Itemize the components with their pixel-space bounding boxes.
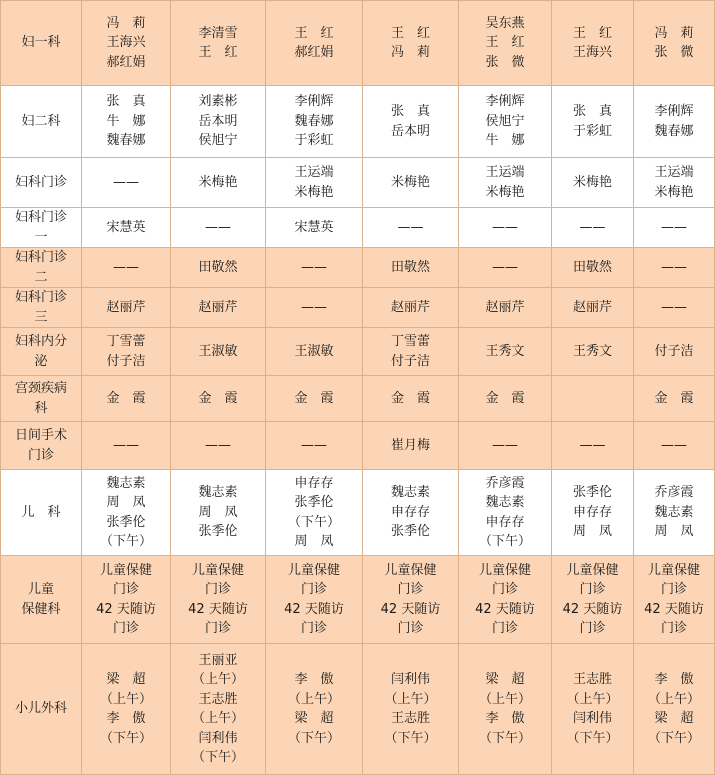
doctor-cell: 米梅艳 xyxy=(552,158,634,208)
doctor-cell: —— xyxy=(82,422,171,470)
doctor-cell: 丁雪蕾 付子洁 xyxy=(82,328,171,376)
doctor-cell: 李清雪 王 红 xyxy=(171,1,266,86)
doctor-cell: —— xyxy=(634,248,715,288)
doctor-cell: 冯 莉 张 微 xyxy=(634,1,715,86)
doctor-cell: —— xyxy=(634,288,715,328)
doctor-cell: —— xyxy=(266,248,363,288)
doctor-cell: 金 霞 xyxy=(171,376,266,422)
doctor-cell: 儿童保健 门诊 42 天随访 门诊 xyxy=(552,556,634,644)
doctor-cell: 梁 超 （上午） 李 傲 （下午） xyxy=(82,644,171,775)
doctor-cell: 丁雪蕾 付子洁 xyxy=(363,328,459,376)
doctor-cell: 田敬然 xyxy=(552,248,634,288)
department-cell: 妇科门诊 二 xyxy=(1,248,82,288)
department-cell: 小儿外科 xyxy=(1,644,82,775)
department-cell: 妇科门诊 一 xyxy=(1,208,82,248)
department-cell: 妇二科 xyxy=(1,86,82,158)
doctor-cell: 王 红 王海兴 xyxy=(552,1,634,86)
doctor-cell: 梁 超 （上午） 李 傲 （下午） xyxy=(459,644,552,775)
doctor-cell: 吴东燕 王 红 张 微 xyxy=(459,1,552,86)
doctor-cell: 冯 莉 王海兴 郝红娟 xyxy=(82,1,171,86)
department-cell: 宫颈疾病 科 xyxy=(1,376,82,422)
doctor-cell: 金 霞 xyxy=(82,376,171,422)
doctor-cell: —— xyxy=(459,248,552,288)
doctor-cell: —— xyxy=(552,208,634,248)
doctor-cell: 赵丽芹 xyxy=(459,288,552,328)
schedule-row xyxy=(1,422,715,470)
doctor-cell: 李俐辉 魏春娜 于彩虹 xyxy=(266,86,363,158)
doctor-cell: 儿童保健 门诊 42 天随访 门诊 xyxy=(634,556,715,644)
department-cell: 妇科门诊 xyxy=(1,158,82,208)
schedule-row xyxy=(1,328,715,376)
doctor-cell: 金 霞 xyxy=(459,376,552,422)
doctor-cell: 米梅艳 xyxy=(171,158,266,208)
doctor-cell: —— xyxy=(634,422,715,470)
department-cell: 妇科门诊 三 xyxy=(1,288,82,328)
doctor-cell: 金 霞 xyxy=(634,376,715,422)
doctor-cell: 儿童保健 门诊 42 天随访 门诊 xyxy=(363,556,459,644)
doctor-cell: 李俐辉 魏春娜 xyxy=(634,86,715,158)
doctor-cell: 王 红 冯 莉 xyxy=(363,1,459,86)
doctor-cell: 王运端 米梅艳 xyxy=(266,158,363,208)
doctor-cell: 王 红 郝红娟 xyxy=(266,1,363,86)
doctor-cell: 王秀文 xyxy=(459,328,552,376)
schedule-row xyxy=(1,86,715,158)
doctor-cell: —— xyxy=(82,248,171,288)
department-cell: 日间手术 门诊 xyxy=(1,422,82,470)
doctor-cell: 儿童保健 门诊 42 天随访 门诊 xyxy=(171,556,266,644)
doctor-cell: 张 真 于彩虹 xyxy=(552,86,634,158)
doctor-cell: 魏志素 周 凤 张季伦 （下午） xyxy=(82,470,171,556)
doctor-cell: 王秀文 xyxy=(552,328,634,376)
doctor-cell: 乔彦霞 魏志素 申存存 （下午） xyxy=(459,470,552,556)
doctor-cell: 张 真 岳本明 xyxy=(363,86,459,158)
doctor-cell: 赵丽芹 xyxy=(363,288,459,328)
doctor-cell: 王淑敏 xyxy=(171,328,266,376)
doctor-cell: 金 霞 xyxy=(363,376,459,422)
schedule-row xyxy=(1,470,715,556)
doctor-cell: —— xyxy=(459,422,552,470)
doctor-cell: 李俐辉 侯旭宁 牛 娜 xyxy=(459,86,552,158)
doctor-cell: —— xyxy=(266,422,363,470)
doctor-cell: 田敬然 xyxy=(171,248,266,288)
schedule-row xyxy=(1,248,715,288)
doctor-cell: —— xyxy=(552,422,634,470)
doctor-cell: 宋慧英 xyxy=(266,208,363,248)
schedule-row xyxy=(1,288,715,328)
doctor-cell: 田敬然 xyxy=(363,248,459,288)
doctor-cell: 申存存 张季伦 （下午） 周 凤 xyxy=(266,470,363,556)
doctor-cell: —— xyxy=(171,422,266,470)
doctor-cell: 赵丽芹 xyxy=(171,288,266,328)
doctor-cell: 米梅艳 xyxy=(363,158,459,208)
doctor-cell: 刘素彬 岳本明 侯旭宁 xyxy=(171,86,266,158)
doctor-cell: —— xyxy=(634,208,715,248)
department-cell: 妇科内分 泌 xyxy=(1,328,82,376)
doctor-cell: —— xyxy=(82,158,171,208)
schedule-row xyxy=(1,376,715,422)
doctor-cell: 儿童保健 门诊 42 天随访 门诊 xyxy=(266,556,363,644)
doctor-cell: 儿童保健 门诊 42 天随访 门诊 xyxy=(459,556,552,644)
doctor-cell: 魏志素 周 凤 张季伦 xyxy=(171,470,266,556)
doctor-cell: 儿童保健 门诊 42 天随访 门诊 xyxy=(82,556,171,644)
schedule-row xyxy=(1,644,715,775)
department-cell: 妇一科 xyxy=(1,1,82,86)
doctor-cell: 张季伦 申存存 周 凤 xyxy=(552,470,634,556)
doctor-cell: 宋慧英 xyxy=(82,208,171,248)
doctor-cell: 李 傲 （上午） 梁 超 （下午） xyxy=(634,644,715,775)
doctor-cell: 王运端 米梅艳 xyxy=(459,158,552,208)
doctor-cell: 闫利伟 （上午） 王志胜 （下午） xyxy=(363,644,459,775)
doctor-cell: —— xyxy=(266,288,363,328)
doctor-cell: —— xyxy=(363,208,459,248)
doctor-cell: 赵丽芹 xyxy=(82,288,171,328)
doctor-cell: —— xyxy=(459,208,552,248)
schedule-row xyxy=(1,208,715,248)
doctor-cell: 金 霞 xyxy=(266,376,363,422)
schedule-row xyxy=(1,158,715,208)
schedule-row xyxy=(1,1,715,86)
doctor-cell: 王志胜 （上午） 闫利伟 （下午） xyxy=(552,644,634,775)
doctor-cell: 付子洁 xyxy=(634,328,715,376)
doctor-cell: 王淑敏 xyxy=(266,328,363,376)
schedule-row xyxy=(1,556,715,644)
doctor-cell: —— xyxy=(171,208,266,248)
doctor-cell: 王丽亚 （上午） 王志胜 （上午） 闫利伟 （下午） xyxy=(171,644,266,775)
doctor-cell: 王运端 米梅艳 xyxy=(634,158,715,208)
doctor-cell: 张 真 牛 娜 魏春娜 xyxy=(82,86,171,158)
doctor-cell: 李 傲 （上午） 梁 超 （下午） xyxy=(266,644,363,775)
doctor-cell: 赵丽芹 xyxy=(552,288,634,328)
doctor-cell xyxy=(552,376,634,422)
doctor-cell: 崔月梅 xyxy=(363,422,459,470)
department-cell: 儿童 保健科 xyxy=(1,556,82,644)
doctor-cell: 乔彦霞 魏志素 周 凤 xyxy=(634,470,715,556)
doctor-cell: 魏志素 申存存 张季伦 xyxy=(363,470,459,556)
department-cell: 儿 科 xyxy=(1,470,82,556)
schedule-body xyxy=(1,1,715,775)
